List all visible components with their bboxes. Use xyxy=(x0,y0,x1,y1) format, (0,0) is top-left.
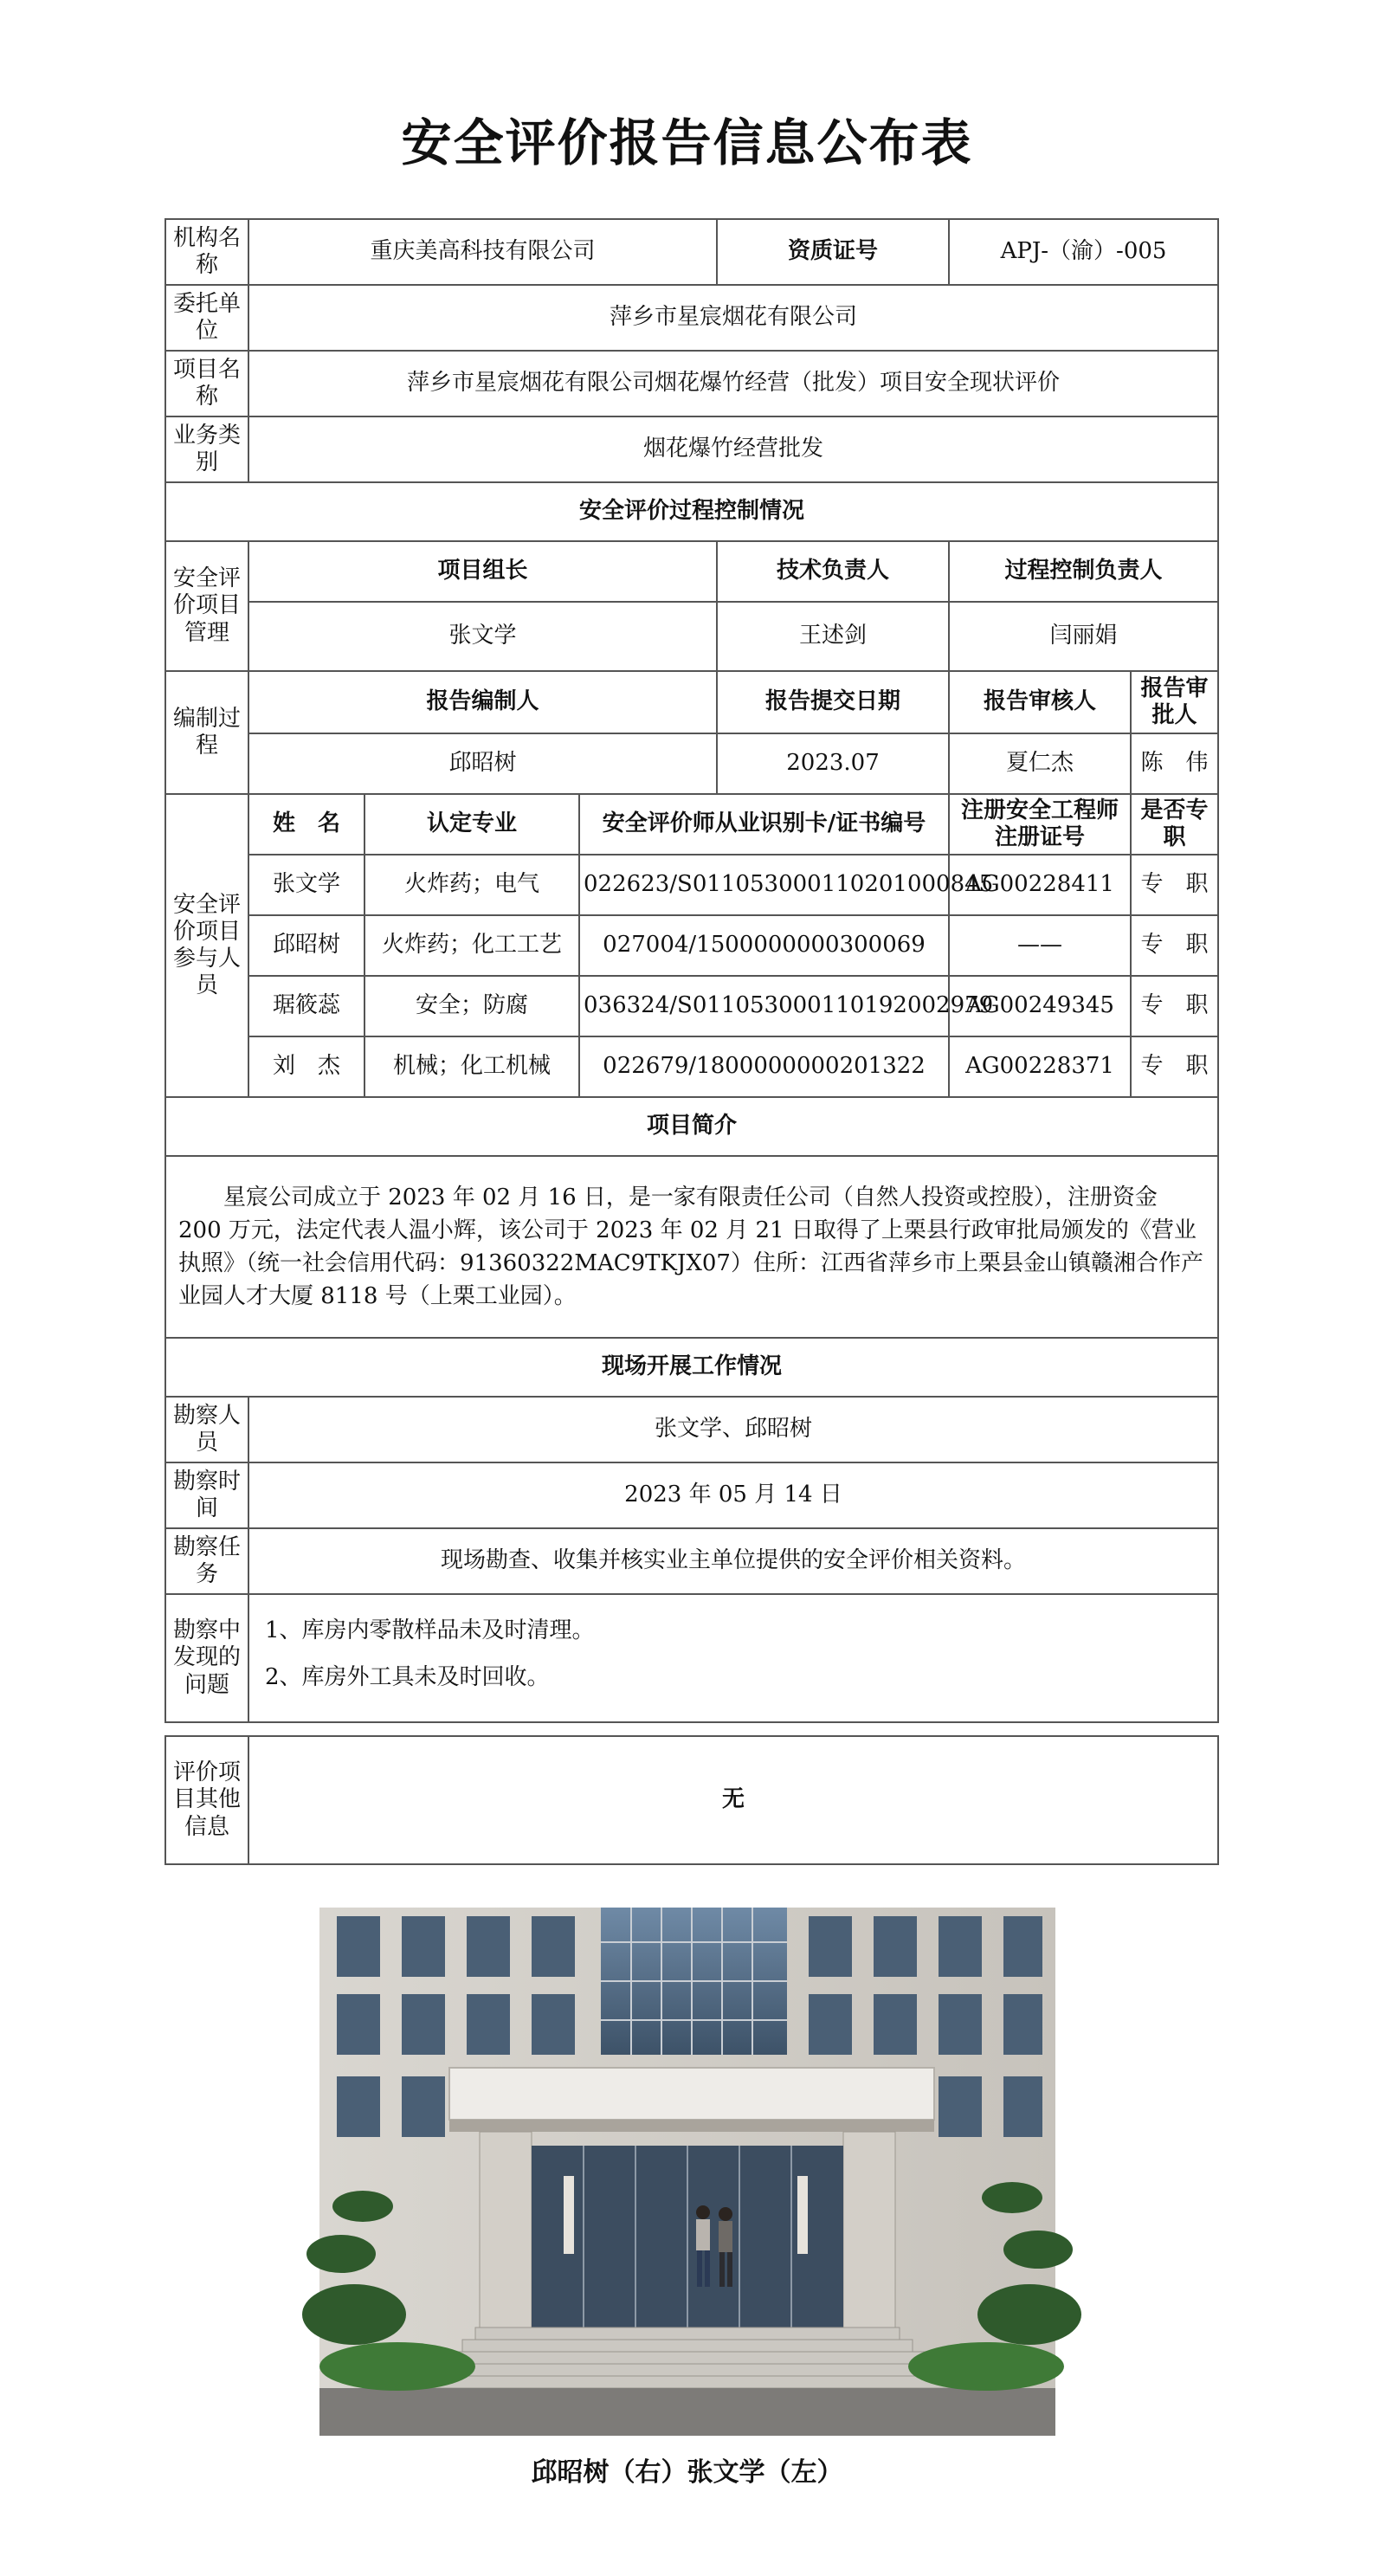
participant-reg: AG00249345 xyxy=(949,976,1131,1036)
participant-name: 刘 杰 xyxy=(248,1036,364,1097)
other-info-label: 评价项目其他信息 xyxy=(165,1736,248,1864)
site-title: 现场开展工作情况 xyxy=(165,1338,1218,1397)
participants-label: 安全评价项目参与人员 xyxy=(165,794,248,1097)
participant-name: 琚筱蕊 xyxy=(248,976,364,1036)
compile-value-approver: 陈 伟 xyxy=(1131,733,1218,794)
intro-title: 项目简介 xyxy=(165,1097,1218,1156)
project-row xyxy=(165,351,1218,416)
client-row xyxy=(165,285,1218,351)
management-value-row xyxy=(165,602,1218,671)
management-label: 安全评价项目管理 xyxy=(165,541,248,671)
cert-label: 资质证号 xyxy=(717,219,949,285)
site-issues-list xyxy=(248,1594,1218,1722)
cert-value: APJ-（渝）-005 xyxy=(949,219,1218,285)
participant-major: 安全；防腐 xyxy=(364,976,579,1036)
other-info-value: 无 xyxy=(248,1736,1218,1864)
intro-text-row xyxy=(165,1156,1218,1338)
site-staff-value: 张文学、邱昭树 xyxy=(248,1397,1218,1462)
intro-paragraph: 星宸公司成立于 2023 年 02 月 16 日，是一家有限责任公司（自然人投资或控股），注册资金 200 万元，法定代表人温小辉，该公司于 2023 年 02 月 21 日取得了上栗县行政审批局颁发的《营业执照》（统一社会信用代码：91360322MAC9TKJX07）住所：江西省萍乡市上栗县金山镇赣湘合作产业园人才大厦 8118 号（上栗工业园）。 xyxy=(178,1185,1203,1309)
participant-major: 火炸药；电气 xyxy=(364,855,579,915)
process-section-row xyxy=(165,482,1218,541)
site-staff-label: 勘察人员 xyxy=(165,1397,248,1462)
site-title-row xyxy=(165,1338,1218,1397)
participant-major: 火炸药；化工工艺 xyxy=(364,915,579,976)
business-row xyxy=(165,416,1218,482)
site-task-row xyxy=(165,1528,1218,1594)
org-label: 机构名称 xyxy=(165,219,248,285)
compile-header-author: 报告编制人 xyxy=(248,671,717,733)
table-row xyxy=(165,915,1218,976)
client-value: 萍乡市星宸烟花有限公司 xyxy=(248,285,1218,351)
other-info-table xyxy=(164,1735,1219,1865)
project-label: 项目名称 xyxy=(165,351,248,416)
business-label: 业务类别 xyxy=(165,416,248,482)
intro-text xyxy=(165,1156,1218,1338)
client-label: 委托单位 xyxy=(165,285,248,351)
photo-caption: 邱昭树（右）张文学（左） xyxy=(531,2457,843,2488)
participant-fulltime: 专 职 xyxy=(1131,915,1218,976)
org-row xyxy=(165,219,1218,285)
compile-header-reviewer: 报告审核人 xyxy=(949,671,1131,733)
page-title: 安全评价报告信息公布表 xyxy=(401,113,973,172)
participants-header-card: 安全评价师从业识别卡/证书编号 xyxy=(579,794,949,855)
site-photo xyxy=(319,1908,1055,2436)
other-info-row xyxy=(165,1736,1218,1864)
participant-major: 机械；化工机械 xyxy=(364,1036,579,1097)
site-time-label: 勘察时间 xyxy=(165,1462,248,1528)
compile-value-date: 2023.07 xyxy=(717,733,949,794)
table-row xyxy=(165,855,1218,915)
info-table xyxy=(164,218,1219,1723)
participants-header-major: 认定专业 xyxy=(364,794,579,855)
participant-reg: AG00228371 xyxy=(949,1036,1131,1097)
site-issues-row xyxy=(165,1594,1218,1722)
participant-name: 张文学 xyxy=(248,855,364,915)
participant-name: 邱昭树 xyxy=(248,915,364,976)
process-section-title: 安全评价过程控制情况 xyxy=(165,482,1218,541)
management-header-process: 过程控制负责人 xyxy=(949,541,1218,602)
building-photo-illustration xyxy=(319,1908,1055,2436)
participant-fulltime: 专 职 xyxy=(1131,976,1218,1036)
table-row xyxy=(165,976,1218,1036)
compile-header-approver: 报告审批人 xyxy=(1131,671,1218,733)
management-header-tech: 技术负责人 xyxy=(717,541,949,602)
site-issues-label: 勘察中发现的问题 xyxy=(165,1594,248,1722)
compile-value-row xyxy=(165,733,1218,794)
list-item: 1、库房内零散样品未及时清理。 xyxy=(265,1617,595,1643)
management-header-leader: 项目组长 xyxy=(248,541,717,602)
participant-card: 022623/S011053000110201000845 xyxy=(579,855,949,915)
site-time-row xyxy=(165,1462,1218,1528)
org-value: 重庆美高科技有限公司 xyxy=(248,219,717,285)
management-value-process: 闫丽娟 xyxy=(949,602,1218,671)
participant-card: 022679/1800000000201322 xyxy=(579,1036,949,1097)
site-time-value: 2023 年 05 月 14 日 xyxy=(248,1462,1218,1528)
management-value-leader: 张文学 xyxy=(248,602,717,671)
participant-card: 036324/S011053000110192002979 xyxy=(579,976,949,1036)
management-value-tech: 王述剑 xyxy=(717,602,949,671)
participant-fulltime: 专 职 xyxy=(1131,1036,1218,1097)
compile-value-author: 邱昭树 xyxy=(248,733,717,794)
participant-reg: —— xyxy=(949,915,1131,976)
participant-fulltime: 专 职 xyxy=(1131,855,1218,915)
compile-value-reviewer: 夏仁杰 xyxy=(949,733,1131,794)
participant-reg: AG00228411 xyxy=(949,855,1131,915)
participants-header-name: 姓 名 xyxy=(248,794,364,855)
site-staff-row xyxy=(165,1397,1218,1462)
compile-label: 编制过程 xyxy=(165,671,248,794)
list-item: 2、库房外工具未及时回收。 xyxy=(265,1664,550,1690)
business-value: 烟花爆竹经营批发 xyxy=(248,416,1218,482)
site-task-label: 勘察任务 xyxy=(165,1528,248,1594)
participant-card: 027004/1500000000300069 xyxy=(579,915,949,976)
project-value: 萍乡市星宸烟花有限公司烟花爆竹经营（批发）项目安全现状评价 xyxy=(248,351,1218,416)
table-row xyxy=(165,1036,1218,1097)
site-task-value: 现场勘查、收集并核实业主单位提供的安全评价相关资料。 xyxy=(248,1528,1218,1594)
intro-title-row xyxy=(165,1097,1218,1156)
participants-header-fulltime: 是否专职 xyxy=(1131,794,1218,855)
management-header-row xyxy=(165,541,1218,602)
participants-header-row xyxy=(165,794,1218,855)
compile-header-date: 报告提交日期 xyxy=(717,671,949,733)
compile-header-row xyxy=(165,671,1218,733)
participants-header-reg: 注册安全工程师注册证号 xyxy=(949,794,1131,855)
